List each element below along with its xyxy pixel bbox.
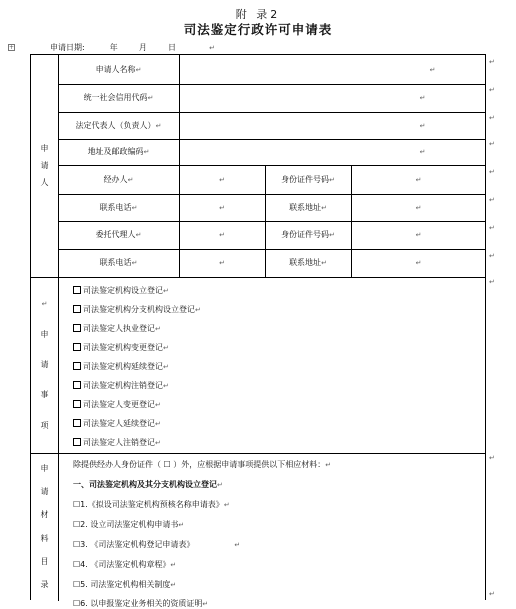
materials-side-label: 申 请 材 料 目 录 bbox=[40, 463, 49, 590]
matter-checkbox-2[interactable]: 司法鉴定人执业登记↵ bbox=[73, 323, 161, 334]
matter-checkbox-0[interactable]: 司法鉴定机构设立登记↵ bbox=[73, 285, 169, 296]
matter-checkbox-1[interactable]: 司法鉴定机构分支机构设立登记↵ bbox=[73, 304, 201, 315]
material-checkbox-4[interactable]: ☐4. 《司法鉴定机构章程》↵ bbox=[73, 560, 177, 569]
form-title: 司法鉴定行政许可申请表 bbox=[183, 22, 333, 37]
field-address-postcode[interactable]: ↵ bbox=[419, 148, 426, 156]
row-end-mark: ↵ bbox=[489, 590, 495, 598]
date-day: 日 bbox=[167, 43, 176, 52]
field-agent[interactable]: ↵ bbox=[219, 231, 225, 239]
matters-side-label: ↵ 申 请 事 项 bbox=[40, 300, 49, 430]
label-handler-phone: 联系电话 ↵ bbox=[99, 202, 138, 212]
field-applicant-name[interactable]: ↵ bbox=[429, 65, 436, 74]
appendix-label: 附 录2 bbox=[235, 8, 281, 21]
label-handler-address: 联系地址 ↵ bbox=[289, 202, 327, 212]
material-checkbox-2[interactable]: ☐2. 设立司法鉴定机构申请书↵ bbox=[73, 520, 185, 529]
material-checkbox-1[interactable]: ☐1.《拟设司法鉴定机构预核名称申请表》↵ bbox=[73, 500, 230, 509]
label-credit-code: 统一社会信用代码 ↵ bbox=[83, 93, 154, 102]
label-handler: 经办人 ↵ bbox=[103, 174, 134, 184]
row-end-mark: ↵ bbox=[489, 252, 495, 260]
date-label: 申请日期: bbox=[50, 43, 85, 52]
field-agent-id[interactable]: ↵ bbox=[415, 231, 422, 239]
row-end-mark: ↵ bbox=[489, 168, 495, 176]
row-end-mark: ↵ bbox=[489, 86, 495, 94]
paragraph-mark: ↵ bbox=[209, 44, 215, 52]
label-agent-phone: 联系电话 ↵ bbox=[99, 258, 138, 267]
row-end-mark: ↵ bbox=[489, 114, 495, 122]
row-end-mark: ↵ bbox=[489, 140, 495, 148]
table-move-handle-icon[interactable]: + bbox=[9, 44, 15, 51]
date-year: 年 bbox=[109, 43, 118, 52]
matter-checkbox-6[interactable]: 司法鉴定人变更登记↵ bbox=[73, 399, 161, 410]
field-handler-phone[interactable]: ↵ bbox=[219, 203, 225, 212]
materials-intro: 除提供经办人身份证件（ ☐ ）外，应根据申请事项提供以下相应材料：↵ bbox=[73, 460, 332, 469]
label-agent-address: 联系地址 ↵ bbox=[289, 258, 327, 267]
row-end-mark: ↵ bbox=[489, 58, 495, 66]
row-end-mark: ↵ bbox=[489, 454, 495, 462]
date-month: 月 bbox=[138, 43, 147, 52]
application-date-line bbox=[50, 42, 215, 53]
field-credit-code[interactable]: ↵ bbox=[419, 94, 426, 102]
row-end-mark: ↵ bbox=[489, 278, 495, 286]
field-handler-address[interactable]: ↵ bbox=[415, 203, 422, 212]
field-agent-address[interactable]: ↵ bbox=[415, 259, 422, 267]
label-agent-id: 身份证件号码 ↵ bbox=[281, 230, 335, 239]
label-applicant-name: 申请人名称 ↵ bbox=[95, 64, 142, 74]
applicant-side-label: 申 请 人 bbox=[40, 144, 49, 187]
matter-checkbox-5[interactable]: 司法鉴定机构注销登记↵ bbox=[73, 380, 169, 391]
field-agent-phone[interactable]: ↵ bbox=[219, 259, 225, 267]
material-checkbox-3[interactable]: ☐3. 《司法鉴定机构登记申请表》 ↵ bbox=[73, 540, 241, 549]
matter-checkbox-7[interactable]: 司法鉴定人延续登记↵ bbox=[73, 418, 161, 429]
application-form-table bbox=[30, 54, 486, 608]
matter-checkbox-3[interactable]: 司法鉴定机构变更登记↵ bbox=[73, 342, 169, 353]
label-agent: 委托代理人 ↵ bbox=[95, 230, 142, 239]
field-handler-id[interactable]: ↵ bbox=[415, 175, 422, 184]
row-end-mark: ↵ bbox=[489, 196, 495, 204]
field-legal-representative[interactable]: ↵ bbox=[419, 121, 426, 130]
row-end-mark: ↵ bbox=[489, 224, 495, 232]
matter-checkbox-4[interactable]: 司法鉴定机构延续登记↵ bbox=[73, 361, 169, 372]
label-address-postcode: 地址及邮政编码 ↵ bbox=[87, 147, 150, 156]
label-handler-id: 身份证件号码 ↵ bbox=[281, 174, 335, 184]
materials-section-heading: 一、司法鉴定机构及其分支机构设立登记↵ bbox=[73, 480, 223, 489]
field-handler[interactable]: ↵ bbox=[219, 175, 225, 184]
matter-checkbox-8[interactable]: 司法鉴定人注销登记↵ bbox=[73, 437, 161, 448]
material-checkbox-5[interactable]: ☐5. 司法鉴定机构相关制度↵ bbox=[73, 580, 177, 589]
label-legal-representative: 法定代表人（负责人） ↵ bbox=[75, 120, 162, 130]
material-checkbox-6[interactable]: ☐6. 以申报鉴定业务相关的资质证明↵ bbox=[73, 599, 209, 608]
